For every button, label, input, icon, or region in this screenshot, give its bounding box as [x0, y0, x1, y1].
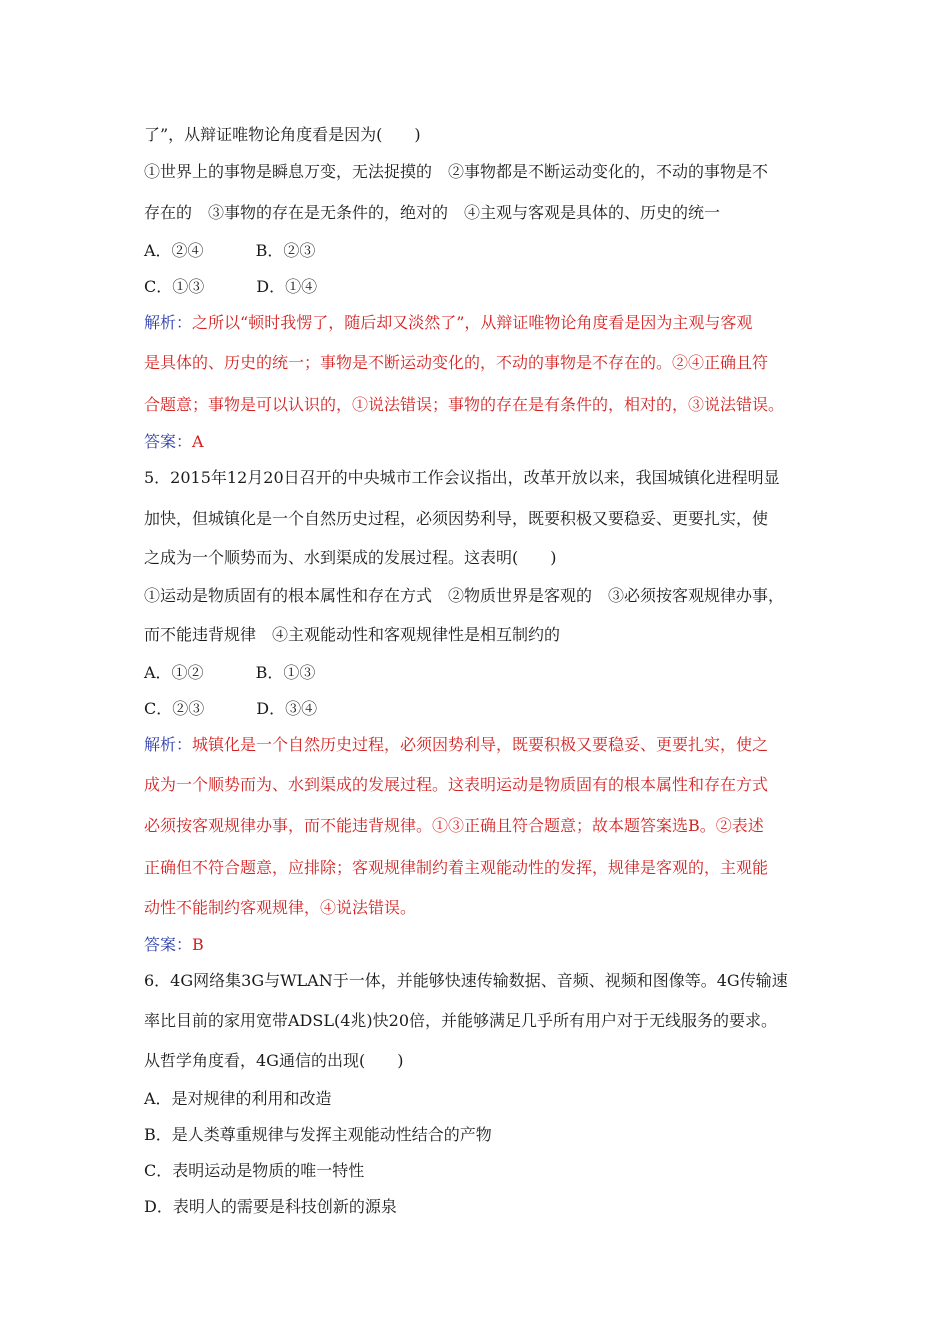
- q4-answer-value: A: [192, 432, 204, 451]
- q4-analysis-label: 解析：: [144, 313, 193, 332]
- q6-option-d: D．表明人的需要是科技创新的源泉: [144, 1197, 397, 1216]
- q4-answer: [144, 431, 204, 453]
- q4-options-row-1: [144, 240, 315, 262]
- q5-options-row-1: [144, 662, 315, 684]
- q5-answer: [144, 934, 204, 956]
- q6-stem-line-2: 率比目前的家用宽带ADSL(4兆)快20倍，并能够满足几乎所有用户对于无线服务的要求。: [144, 1011, 777, 1030]
- q6-stem-line-1: 6．4G网络集3G与WLAN于一体，并能够快速传输数据、音频、视频和图像等。4G传输速: [144, 971, 788, 990]
- q5-answer-value: B: [192, 935, 204, 954]
- q6-stem-line-3: 从哲学角度看，4G通信的出现( ): [144, 1051, 404, 1070]
- q5-option-d: D．③④: [256, 699, 318, 718]
- q5-analysis-text-1: 城镇化是一个自然历史过程，必须因势利导，既要积极又要稳妥、更要扎实，使之: [192, 735, 769, 754]
- q4-stem-tail: 了”，从辩证唯物论角度看是因为( ): [144, 125, 421, 144]
- q4-option-a: A．②④: [144, 241, 204, 260]
- q4-analysis-line-2: 是具体的、历史的统一；事物是不断运动变化的，不动的事物是不存在的。②④正确且符: [144, 353, 769, 372]
- q5-analysis-line-2: 成为一个顺势而为、水到渠成的发展过程。这表明运动是物质固有的根本属性和存在方式: [144, 775, 769, 794]
- q5-statements-line-1: ①运动是物质固有的根本属性和存在方式 ②物质世界是客观的 ③必须按客观规律办事，: [144, 586, 785, 605]
- q6-option-a: A．是对规律的利用和改造: [144, 1089, 332, 1108]
- q4-options-row-2: [144, 276, 317, 298]
- q5-analysis-line-4: 正确但不符合题意，应排除；客观规律制约着主观能动性的发挥，规律是客观的，主观能: [144, 858, 769, 877]
- q6-option-b: B．是人类尊重规律与发挥主观能动性结合的产物: [144, 1125, 492, 1144]
- q5-option-c: C．②③: [144, 699, 205, 718]
- q5-stem-line-2: 加快，但城镇化是一个自然历史过程，必须因势利导，既要积极又要稳妥、更要扎实，使: [144, 509, 769, 528]
- q5-answer-label: 答案：: [144, 935, 193, 954]
- q4-statements-line-2: 存在的 ③事物的存在是无条件的，绝对的 ④主观与客观是具体的、历史的统一: [144, 203, 721, 222]
- q5-option-b: B．①③: [255, 663, 316, 682]
- q5-options-row-2: [144, 698, 317, 720]
- q4-answer-label: 答案：: [144, 432, 193, 451]
- q4-option-d: D．①④: [256, 277, 318, 296]
- q5-option-a: A．①②: [144, 663, 204, 682]
- q4-analysis-line-3: 合题意；事物是可以认识的，①说法错误；事物的存在是有条件的，相对的，③说法错误。: [144, 395, 785, 414]
- q5-analysis-line-1: [144, 734, 768, 756]
- q4-option-b: B．②③: [255, 241, 316, 260]
- q6-option-c: C．表明运动是物质的唯一特性: [144, 1161, 365, 1180]
- q4-option-c: C．①③: [144, 277, 205, 296]
- q4-analysis-text-1: 之所以“顿时我愣了，随后却又淡然了”，从辩证唯物论角度看是因为主观与客观: [192, 313, 753, 332]
- q5-analysis-line-3: 必须按客观规律办事，而不能违背规律。①③正确且符合题意；故本题答案选B。②表述: [144, 816, 764, 835]
- q5-analysis-label: 解析：: [144, 735, 193, 754]
- q4-statements-line-1: ①世界上的事物是瞬息万变，无法捉摸的 ②事物都是不断运动变化的，不动的事物是不: [144, 162, 769, 181]
- q5-stem-line-1: 5．2015年12月20日召开的中央城市工作会议指出，改革开放以来，我国城镇化进程明显: [144, 468, 780, 487]
- q5-analysis-line-5: 动性不能制约客观规律，④说法错误。: [144, 898, 417, 917]
- q5-stem-line-3: 之成为一个顺势而为、水到渠成的发展过程。这表明( ): [144, 548, 557, 567]
- q4-analysis-line-1: [144, 312, 752, 334]
- q5-statements-line-2: 而不能违背规律 ④主观能动性和客观规律性是相互制约的: [144, 625, 561, 644]
